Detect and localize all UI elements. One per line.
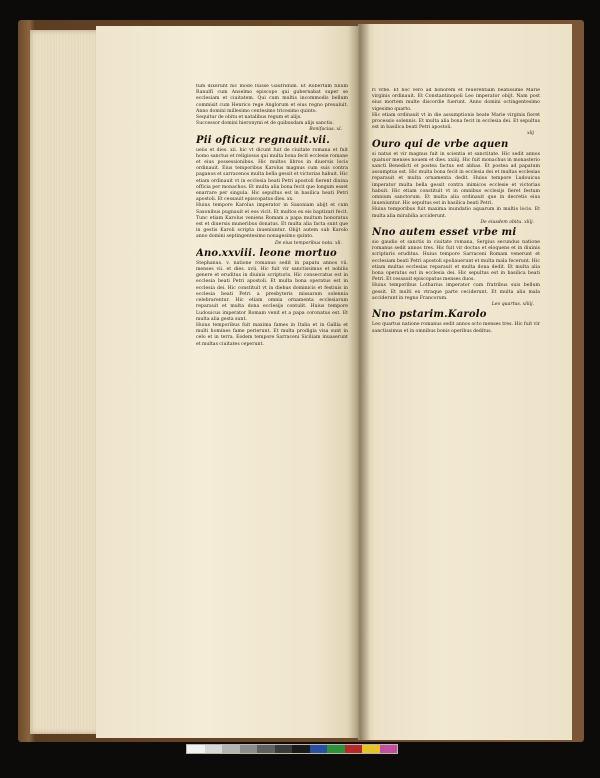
text-paragraph: Sequitur de obitu et natalibus regum et alijs. [196,115,302,121]
color-scale-bar [186,744,398,754]
section-rubric: Bonifacius. xl. [309,127,342,133]
text-paragraph: Successor domini hieronymi et de quibusdam alijs sanctis. [196,121,334,127]
color-swatch [345,745,363,753]
left-text-column [196,84,348,696]
color-swatch [362,745,380,753]
page-edges [30,30,100,734]
gutter-shadow [348,24,370,740]
color-swatch [310,745,328,753]
section-heading: Ouro qui de vrbe aquen [372,138,509,150]
color-swatch [275,745,293,753]
right-text-column [372,88,540,684]
section-rubric: xlij [527,131,534,137]
text-paragraph: Hic etiam ordinauit vt in die assumptionis beate Marie virginis fieret processio solennis. Et multa alia bona fecit in ecclesia dei. Et sepultus est in basilica beati Petri apostoli. [372,112,540,131]
section-rubric: Leo quartus. xliiij. [491,302,534,308]
text-paragraph: Huius temporibus fuit maxima fames in Italia et in Gallia et multi homines fame perierunt. Et multa prodigia visa sunt in celo et in terra. Eodem tempore Sarraceni Siciliam inuaserunt et multas ciuitates ceperunt. [196,322,348,347]
color-swatch [240,745,258,753]
text-paragraph: Huius tempore Karolus imperator in Saxoniam abijt et cum Saxonibus pugnauit et eos vicit. Et multos ex eis baptizari fecit. Tunc etiam Karolus veniens Romam a papa multum honoratus est et diuersis muneribus donatus. Et multa alia facta sunt que in gestis Karoli scripta inueniuntur. Obijt autem sub Karolo anno domini septingentesimo nonagesimo quinto. [196,203,348,240]
text-paragraph: ueiis et dies. xii. hic vt dicunt fuit de ciuitate romana et fuit homo sanctus et religiosus qui multa bona fecit ecclesie romane et eius possessionibus. Hic multos libros in diuersis locis ordinauit. Eius temporibus Karolus magnus cum suis contra paganos et sarracenos multa bella gessit et victorias habuit. Hic etiam ordinauit vt in ecclesia beati Petri apostoli fierent diuina officia per monachos. Et multa alia bona fecit que longum esset enarrare per singula. Hic sepultus est in basilica beati Petri apostoli. Et cessauit episcopatus dies. xx. [196,147,348,203]
color-swatch [292,745,310,753]
section-rubric: De eius temporibus nota. xli. [274,240,342,246]
text-paragraph: tum dixerunt hic modo fuisse Gaufridum. Et Robertum filium Ranulfi cum Anselmo episcopo qui gubernabat super se ecclesiam et ciuitatem. Qui cum multis incommodis bellum commisit cum Henrico rege Anglorum et eius regno preualuit. Anno domini millesimo centesimo tricesimo quinto. [196,84,348,114]
text-paragraph: Huius temporibus Lotharius imperator cum fratribus suis bellum gessit. Et multi ex vtraque parte ceciderunt. Et multa alia mala acciderunt in regno Francorum. [372,283,540,301]
color-swatch [327,745,345,753]
section-heading: Nno autem esset vrbe mi [372,227,517,239]
color-swatch [222,745,240,753]
text-paragraph: si natus et vir magnus fuit in scientia et sanctitate. Hic sedit annos quatuor menses nouem et dies. xxiiij. Hic fuit monachus in monasterio sancti Benedicti et postea factus est abbas. Et postea ad papatum assumptus est. Hic multa bona fecit in ecclesia dei et multas ecclesias reparauit et multa ornamenta dedit. Huius tempore Ludouicus imperator multa bella gessit contra inimicos ecclesie et victorias habuit. Hic etiam constituit vt in omnibus ecclesijs fieret festum omnium sanctorum. Et multa alia ordinauit que in decretis eius inueniuntur. Hic sepultus est in basilica beati Petri. [372,151,540,207]
color-swatch [380,745,398,753]
color-swatch [187,745,205,753]
section-heading: Ano.xxviii. leone mortuo [196,247,337,259]
text-paragraph: sio gaudio et sanctis in ciuitate romana, Sergius secundus natione romanus sedit annos tres. Hic fuit vir doctus et eloquens et in diuinis scripturis eruditus. Huius tempore Sarraceni Romam venerunt et ecclesiam beati Petri apostoli spoliauerunt et multa mala fecerunt. Hic etiam multas ecclesias reparauit et multa dona dedit. Et multa alia bona operatus est in ecclesia dei. Hic sepultus est in basilica beati Petri. Et cessauit episcopatus menses duos. [372,240,540,283]
text-paragraph: Stephanus. v. natione romanus sedit in papatu annos vii. menses vii. et dies. xvii. Hic fuit vir sanctissimus et nobilis genere et eruditus in diuinis scripturis. Hic consecratus est in ecclesia beati Petri apostoli. Et multa bona operatus est in ecclesia dei. Hic constituit vt in diebus dominicis et festiuis in ecclesia beati Petri a presbyteris missarum solennia celebrarentur. Hic etiam omnia ornamenta ecclesiarum reparauit et multa dona ecclesijs contulit. Huius tempore Ludouicus imperator Romam venit et a papa coronatus est. Et multa alia gesta sunt. [196,260,348,322]
color-swatch [257,745,275,753]
section-rubric: De eiusdem obitu. xliij. [480,219,534,225]
color-swatch [205,745,223,753]
text-paragraph: ri vrbe. Et hoc vero ad honorem et reuerentiam beatissime Marie virginis ordinauit. Et Constantinopoli Leo imperator obijt. Nam post eius mortem multe discordie fuerunt. Anno domini octingentesimo vigesimo quarto. [372,88,540,112]
text-paragraph: Leo quartus natione romanus sedit annos octo menses tres. Hic fuit vir sanctissimus et in omnibus bonis operibus deditus. [372,322,540,334]
text-paragraph: Huius temporibus fuit maxima inundatio aquarum in multis locis. Et multa alia mirabilia acciderunt. [372,207,540,219]
section-heading: Pii ofticuz regnauit.vii. [196,134,330,146]
section-heading: Nno pstarim.Karolo [372,309,487,321]
